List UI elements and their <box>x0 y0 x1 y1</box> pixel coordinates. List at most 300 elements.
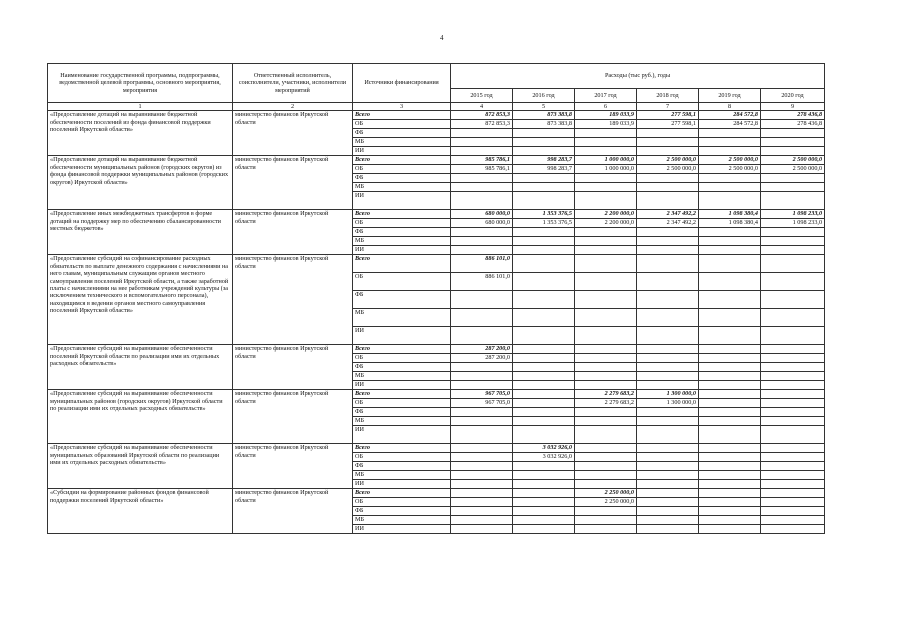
amount-cell <box>699 246 761 255</box>
funding-source: МБ <box>353 183 451 192</box>
amount-cell <box>699 309 761 327</box>
funding-source: Всего <box>353 156 451 165</box>
col-number: 6 <box>575 103 637 111</box>
funding-source: ИИ <box>353 246 451 255</box>
amount-cell <box>637 498 699 507</box>
financing-table <box>47 63 825 534</box>
amount-cell: 998 283,7 <box>513 156 575 165</box>
funding-source: ФБ <box>353 408 451 417</box>
amount-cell <box>699 462 761 471</box>
amount-cell <box>699 363 761 372</box>
amount-cell <box>699 489 761 498</box>
amount-cell <box>761 183 825 192</box>
table-row <box>48 255 825 273</box>
header-executor: Ответственный исполнитель, соисполнители, участники, исполнители мероприятий <box>233 64 353 103</box>
amount-cell <box>451 408 513 417</box>
amount-cell <box>637 471 699 480</box>
col-number: 1 <box>48 103 233 111</box>
amount-cell <box>699 129 761 138</box>
amount-cell <box>699 237 761 246</box>
amount-cell: 2 500 000,0 <box>761 156 825 165</box>
executor: министерство финансов Иркутской области <box>233 444 353 489</box>
amount-cell <box>699 255 761 273</box>
amount-cell: 1 098 380,4 <box>699 219 761 228</box>
amount-cell <box>451 309 513 327</box>
amount-cell <box>761 453 825 462</box>
amount-cell <box>513 345 575 354</box>
amount-cell <box>451 183 513 192</box>
amount-cell: 2 279 683,2 <box>575 390 637 399</box>
amount-cell <box>637 228 699 237</box>
amount-cell <box>451 507 513 516</box>
measure-name: «Субсидии на формирование районных фондов финансовой поддержки поселений Иркутской области» <box>48 489 233 534</box>
amount-cell <box>637 525 699 534</box>
col-number: 5 <box>513 103 575 111</box>
amount-cell <box>761 228 825 237</box>
amount-cell <box>637 246 699 255</box>
amount-cell <box>699 426 761 444</box>
funding-source: ИИ <box>353 426 451 444</box>
amount-cell <box>761 525 825 534</box>
amount-cell <box>575 408 637 417</box>
col-number: 4 <box>451 103 513 111</box>
amount-cell <box>637 345 699 354</box>
amount-cell <box>451 426 513 444</box>
amount-cell: 2 250 000,0 <box>575 498 637 507</box>
amount-cell <box>637 138 699 147</box>
amount-cell <box>761 273 825 291</box>
amount-cell <box>699 192 761 210</box>
header-year: 2016 год <box>513 89 575 103</box>
amount-cell <box>761 237 825 246</box>
amount-cell <box>513 489 575 498</box>
amount-cell: 2 500 000,0 <box>761 165 825 174</box>
amount-cell <box>699 498 761 507</box>
amount-cell <box>761 327 825 345</box>
executor: министерство финансов Иркутской области <box>233 390 353 444</box>
amount-cell: 287 200,0 <box>451 354 513 363</box>
amount-cell <box>575 471 637 480</box>
amount-cell <box>451 516 513 525</box>
amount-cell <box>575 525 637 534</box>
amount-cell <box>575 237 637 246</box>
amount-cell <box>575 129 637 138</box>
amount-cell <box>637 516 699 525</box>
amount-cell <box>637 174 699 183</box>
funding-source: ИИ <box>353 327 451 345</box>
amount-cell <box>699 516 761 525</box>
amount-cell <box>513 417 575 426</box>
header-year: 2020 год <box>761 89 825 103</box>
amount-cell: 2 500 000,0 <box>699 156 761 165</box>
funding-source: МБ <box>353 138 451 147</box>
amount-cell <box>451 291 513 309</box>
table-row <box>48 444 825 453</box>
amount-cell <box>513 399 575 408</box>
funding-source: ФБ <box>353 507 451 516</box>
amount-cell <box>699 354 761 363</box>
amount-cell <box>699 372 761 381</box>
funding-source: МБ <box>353 516 451 525</box>
amount-cell <box>451 453 513 462</box>
amount-cell <box>699 273 761 291</box>
amount-cell: 872 853,3 <box>451 120 513 129</box>
amount-cell: 189 033,9 <box>575 120 637 129</box>
amount-cell <box>513 363 575 372</box>
amount-cell <box>451 192 513 210</box>
amount-cell <box>451 471 513 480</box>
amount-cell <box>761 426 825 444</box>
amount-cell <box>699 345 761 354</box>
executor: министерство финансов Иркутской области <box>233 345 353 390</box>
amount-cell <box>761 246 825 255</box>
amount-cell <box>451 129 513 138</box>
amount-cell: 985 786,1 <box>451 156 513 165</box>
measure-name: «Предоставление дотаций на выравнивание бюджетной обеспеченности поселений из фонда финансовой поддержки поселений Иркутской области» <box>48 111 233 156</box>
amount-cell <box>761 507 825 516</box>
amount-cell <box>637 453 699 462</box>
amount-cell <box>637 309 699 327</box>
amount-cell <box>451 174 513 183</box>
amount-cell <box>451 480 513 489</box>
amount-cell <box>513 381 575 390</box>
amount-cell <box>575 309 637 327</box>
amount-cell <box>575 516 637 525</box>
amount-cell <box>637 363 699 372</box>
amount-cell <box>575 426 637 444</box>
amount-cell: 2 250 000,0 <box>575 489 637 498</box>
amount-cell <box>699 381 761 390</box>
amount-cell <box>575 228 637 237</box>
amount-cell <box>575 363 637 372</box>
amount-cell <box>761 444 825 453</box>
amount-cell <box>513 516 575 525</box>
amount-cell <box>637 381 699 390</box>
amount-cell <box>761 345 825 354</box>
header-year: 2019 год <box>699 89 761 103</box>
amount-cell <box>513 174 575 183</box>
amount-cell: 3 032 926,0 <box>513 453 575 462</box>
amount-cell <box>513 372 575 381</box>
amount-cell: 680 000,0 <box>451 210 513 219</box>
amount-cell <box>575 138 637 147</box>
measure-name: «Предоставление дотаций на выравнивание бюджетной обеспеченности муниципальных районов (городских округов) из фонда финансовой поддержки муниципальных районов (городских округов) Иркутской области» <box>48 156 233 210</box>
amount-cell: 886 101,0 <box>451 273 513 291</box>
amount-cell <box>451 417 513 426</box>
amount-cell: 3 032 926,0 <box>513 444 575 453</box>
amount-cell <box>451 138 513 147</box>
amount-cell <box>699 399 761 408</box>
funding-source: МБ <box>353 237 451 246</box>
col-number: 8 <box>699 103 761 111</box>
amount-cell <box>637 480 699 489</box>
funding-source: ФБ <box>353 363 451 372</box>
funding-source: Всего <box>353 345 451 354</box>
funding-source: ОБ <box>353 120 451 129</box>
funding-source: ИИ <box>353 147 451 156</box>
amount-cell: 967 705,0 <box>451 399 513 408</box>
amount-cell <box>637 327 699 345</box>
amount-cell <box>699 480 761 489</box>
amount-cell: 287 200,0 <box>451 345 513 354</box>
amount-cell <box>513 309 575 327</box>
amount-cell <box>575 327 637 345</box>
amount-cell <box>513 480 575 489</box>
funding-source: Всего <box>353 111 451 120</box>
amount-cell: 284 572,8 <box>699 111 761 120</box>
amount-cell <box>637 426 699 444</box>
amount-cell: 873 383,8 <box>513 120 575 129</box>
amount-cell <box>761 255 825 273</box>
amount-cell <box>699 327 761 345</box>
measure-name: «Предоставление субсидий на выравнивание обеспеченности муниципальных образований Иркутской области по реализации ими их отдельных расходных обязательств» <box>48 444 233 489</box>
amount-cell <box>637 192 699 210</box>
header-expenses: Расходы (тыс руб.), годы <box>451 64 825 89</box>
amount-cell: 967 705,0 <box>451 390 513 399</box>
amount-cell <box>513 291 575 309</box>
amount-cell <box>575 345 637 354</box>
funding-source: МБ <box>353 471 451 480</box>
table-row <box>48 390 825 399</box>
funding-source: ОБ <box>353 498 451 507</box>
amount-cell <box>637 255 699 273</box>
amount-cell <box>513 228 575 237</box>
amount-cell <box>513 354 575 363</box>
table-row <box>48 345 825 354</box>
amount-cell <box>761 489 825 498</box>
amount-cell: 2 347 492,2 <box>637 210 699 219</box>
funding-source: ИИ <box>353 192 451 210</box>
amount-cell: 2 347 492,2 <box>637 219 699 228</box>
amount-cell <box>699 444 761 453</box>
amount-cell <box>513 525 575 534</box>
amount-cell <box>637 147 699 156</box>
header-name: Наименование государственной программы, подпрограммы, ведомственной целевой программы, основного мероприятия, мероприятия <box>48 64 233 103</box>
header-year: 2017 год <box>575 89 637 103</box>
funding-source: Всего <box>353 255 451 273</box>
amount-cell <box>761 498 825 507</box>
funding-source: МБ <box>353 372 451 381</box>
amount-cell <box>451 372 513 381</box>
amount-cell <box>761 192 825 210</box>
measure-name: «Предоставление субсидий на выравнивание обеспеченности поселений Иркутской области по реализации ими их отдельных расходных обязательств» <box>48 345 233 390</box>
col-number: 9 <box>761 103 825 111</box>
amount-cell <box>637 237 699 246</box>
amount-cell <box>513 507 575 516</box>
amount-cell <box>761 471 825 480</box>
amount-cell <box>575 183 637 192</box>
amount-cell: 2 500 000,0 <box>637 156 699 165</box>
funding-source: ФБ <box>353 129 451 138</box>
amount-cell <box>575 147 637 156</box>
amount-cell <box>575 480 637 489</box>
amount-cell <box>637 489 699 498</box>
amount-cell <box>575 453 637 462</box>
amount-cell <box>637 507 699 516</box>
table-row <box>48 489 825 498</box>
amount-cell <box>637 291 699 309</box>
amount-cell <box>761 381 825 390</box>
header-source: Источники финансирования <box>353 64 451 103</box>
amount-cell <box>575 291 637 309</box>
amount-cell: 2 500 000,0 <box>637 165 699 174</box>
executor: министерство финансов Иркутской области <box>233 111 353 156</box>
amount-cell: 284 572,8 <box>699 120 761 129</box>
amount-cell <box>513 426 575 444</box>
amount-cell: 873 383,8 <box>513 111 575 120</box>
header-year: 2015 год <box>451 89 513 103</box>
amount-cell <box>699 525 761 534</box>
executor: министерство финансов Иркутской области <box>233 489 353 534</box>
amount-cell <box>451 444 513 453</box>
funding-source: МБ <box>353 417 451 426</box>
amount-cell <box>761 363 825 372</box>
amount-cell <box>575 372 637 381</box>
amount-cell <box>513 246 575 255</box>
amount-cell <box>761 291 825 309</box>
funding-source: ОБ <box>353 273 451 291</box>
amount-cell: 1 300 000,0 <box>637 390 699 399</box>
amount-cell: 2 200 000,0 <box>575 210 637 219</box>
amount-cell <box>761 129 825 138</box>
funding-source: ОБ <box>353 399 451 408</box>
col-number: 7 <box>637 103 699 111</box>
amount-cell <box>513 237 575 246</box>
amount-cell <box>637 372 699 381</box>
amount-cell <box>761 147 825 156</box>
col-number: 3 <box>353 103 451 111</box>
amount-cell <box>699 174 761 183</box>
funding-source: ИИ <box>353 480 451 489</box>
table-row <box>48 111 825 120</box>
amount-cell <box>575 255 637 273</box>
amount-cell: 1 353 376,5 <box>513 219 575 228</box>
funding-source: ОБ <box>353 165 451 174</box>
amount-cell: 998 283,7 <box>513 165 575 174</box>
amount-cell <box>451 147 513 156</box>
amount-cell <box>637 183 699 192</box>
amount-cell <box>513 192 575 210</box>
amount-cell <box>761 399 825 408</box>
amount-cell <box>575 381 637 390</box>
amount-cell <box>637 462 699 471</box>
amount-cell <box>575 462 637 471</box>
measure-name: «Предоставление субсидий на софинансирование расходных обязательств по выплате денежного содержания с начислениями на него главам, муниципальным служащим органов местного самоуправления поселений Иркутской области, а также заработной платы с начислениями на нее работникам учреждений культуры (за исключением технического и вспомогательного персонала), находящимся в ведении органов местного самоуправления поселений Иркутской области» <box>48 255 233 345</box>
amount-cell <box>761 390 825 399</box>
funding-source: Всего <box>353 390 451 399</box>
measure-name: «Предоставление иных межбюджетных трансфертов в форме дотаций на поддержку мер по обеспечению сбалансированности местных бюджетов» <box>48 210 233 255</box>
amount-cell: 1 353 376,5 <box>513 210 575 219</box>
funding-source: Всего <box>353 489 451 498</box>
amount-cell <box>575 192 637 210</box>
funding-source: МБ <box>353 309 451 327</box>
amount-cell <box>575 174 637 183</box>
amount-cell <box>761 408 825 417</box>
funding-source: ОБ <box>353 354 451 363</box>
amount-cell <box>699 408 761 417</box>
col-number: 2 <box>233 103 353 111</box>
amount-cell: 278 436,8 <box>761 111 825 120</box>
amount-cell <box>761 354 825 363</box>
amount-cell <box>699 390 761 399</box>
amount-cell <box>513 498 575 507</box>
funding-source: ОБ <box>353 453 451 462</box>
amount-cell: 1 098 380,4 <box>699 210 761 219</box>
amount-cell <box>637 444 699 453</box>
amount-cell <box>575 417 637 426</box>
amount-cell <box>761 417 825 426</box>
amount-cell <box>575 444 637 453</box>
amount-cell: 1 098 233,0 <box>761 210 825 219</box>
amount-cell: 1 300 000,0 <box>637 399 699 408</box>
amount-cell: 277 598,1 <box>637 111 699 120</box>
amount-cell <box>513 183 575 192</box>
amount-cell <box>513 327 575 345</box>
amount-cell: 985 786,1 <box>451 165 513 174</box>
funding-source: Всего <box>353 444 451 453</box>
funding-source: ФБ <box>353 291 451 309</box>
executor: министерство финансов Иркутской области <box>233 210 353 255</box>
amount-cell <box>451 381 513 390</box>
amount-cell <box>637 408 699 417</box>
amount-cell: 2 200 000,0 <box>575 219 637 228</box>
executor: министерство финансов Иркутской области <box>233 156 353 210</box>
amount-cell <box>575 507 637 516</box>
page-number: 4 <box>440 34 444 42</box>
executor: министерство финансов Иркутской области <box>233 255 353 345</box>
amount-cell: 886 101,0 <box>451 255 513 273</box>
amount-cell <box>451 228 513 237</box>
amount-cell <box>761 309 825 327</box>
amount-cell <box>699 138 761 147</box>
amount-cell <box>575 354 637 363</box>
amount-cell <box>637 354 699 363</box>
amount-cell <box>699 417 761 426</box>
amount-cell <box>761 174 825 183</box>
amount-cell <box>451 525 513 534</box>
amount-cell <box>699 453 761 462</box>
amount-cell <box>699 471 761 480</box>
amount-cell <box>513 129 575 138</box>
amount-cell <box>513 408 575 417</box>
amount-cell <box>513 471 575 480</box>
amount-cell <box>575 246 637 255</box>
amount-cell <box>699 291 761 309</box>
header-year: 2018 год <box>637 89 699 103</box>
amount-cell <box>637 129 699 138</box>
amount-cell: 680 000,0 <box>451 219 513 228</box>
amount-cell <box>513 390 575 399</box>
funding-source: ИИ <box>353 381 451 390</box>
amount-cell <box>451 489 513 498</box>
amount-cell: 872 853,3 <box>451 111 513 120</box>
amount-cell <box>451 462 513 471</box>
table-row <box>48 210 825 219</box>
amount-cell <box>451 327 513 345</box>
amount-cell <box>513 138 575 147</box>
amount-cell: 1 098 233,0 <box>761 219 825 228</box>
amount-cell: 277 598,1 <box>637 120 699 129</box>
amount-cell <box>513 147 575 156</box>
amount-cell <box>451 237 513 246</box>
amount-cell <box>513 462 575 471</box>
amount-cell <box>699 147 761 156</box>
measure-name: «Предоставление субсидий на выравнивание обеспеченности муниципальных районов (городских округов) Иркутской области по реализации ими их отдельных расходных обязательств» <box>48 390 233 444</box>
amount-cell <box>761 138 825 147</box>
amount-cell <box>699 183 761 192</box>
amount-cell: 278 436,8 <box>761 120 825 129</box>
amount-cell: 2 279 683,2 <box>575 399 637 408</box>
